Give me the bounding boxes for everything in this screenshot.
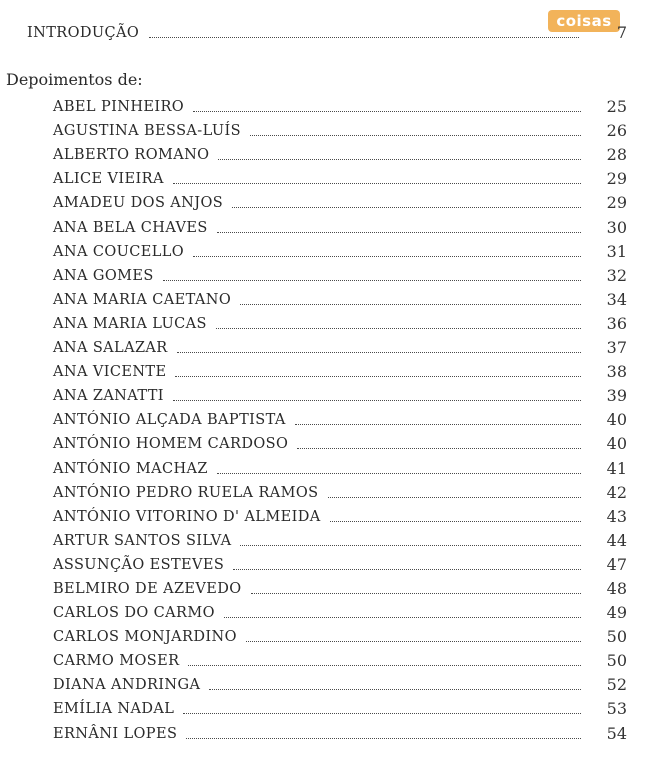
toc-entry[interactable]	[53, 164, 627, 188]
dot-leader	[224, 617, 581, 618]
entry-label: DIANA ANDRINGA	[53, 677, 201, 694]
dot-leader	[233, 569, 581, 570]
entry-label: INTRODUÇÃO	[27, 25, 140, 41]
page-number: 47	[606, 554, 627, 574]
page-number: 37	[606, 338, 627, 358]
toc-entry[interactable]	[53, 453, 627, 477]
toc-entry[interactable]	[53, 694, 627, 718]
page-number: 49	[606, 603, 627, 623]
page-number: 28	[606, 145, 627, 165]
entry-label: ANA ZANATTI	[53, 388, 164, 405]
dot-leader	[186, 738, 581, 739]
dot-leader	[193, 256, 581, 257]
entry-label: ARTUR SANTOS SILVA	[53, 532, 232, 549]
entry-label: ALBERTO ROMANO	[53, 147, 210, 164]
dot-leader	[246, 641, 581, 642]
dot-leader	[328, 497, 582, 498]
toc-entry[interactable]	[53, 357, 627, 381]
page-number: 29	[606, 193, 627, 213]
dot-leader	[295, 424, 581, 425]
page-number: 48	[606, 578, 627, 598]
toc-entry[interactable]	[53, 405, 627, 429]
section-title: Depoimentos de:	[6, 70, 143, 89]
dot-leader	[173, 400, 581, 401]
entry-label: ANA GOMES	[53, 267, 154, 284]
toc-entry[interactable]	[53, 116, 627, 140]
dot-leader	[183, 713, 581, 714]
entry-label: ANTÓNIO HOMEM CARDOSO	[53, 436, 289, 453]
toc-entry[interactable]	[53, 718, 627, 742]
toc-entry[interactable]	[53, 333, 627, 357]
dot-leader	[217, 232, 581, 233]
entry-label: ANTÓNIO MACHAZ	[53, 460, 208, 477]
dot-leader	[163, 280, 581, 281]
page-number: 39	[606, 386, 627, 406]
entry-label: ANA BELA CHAVES	[53, 219, 208, 236]
page-number: 38	[606, 362, 627, 382]
page-number: 44	[606, 530, 627, 550]
page-number: 34	[606, 289, 627, 309]
entry-label: ERNÂNI LOPES	[53, 725, 178, 742]
dot-leader	[177, 352, 581, 353]
page-number: 30	[606, 217, 627, 237]
toc-entry[interactable]	[53, 478, 627, 502]
dot-leader	[216, 328, 581, 329]
page-number: 54	[606, 723, 627, 743]
entry-label: EMÍLIA NADAL	[53, 701, 175, 718]
page-number: 50	[606, 651, 627, 671]
toc-entry[interactable]	[53, 92, 627, 116]
page-number: 41	[606, 458, 627, 478]
entry-label: ASSUNÇÃO ESTEVES	[53, 556, 225, 573]
dot-leader	[209, 689, 581, 690]
entry-label: CARLOS DO CARMO	[53, 605, 215, 622]
dot-leader	[330, 521, 581, 522]
toc-entry[interactable]	[53, 381, 627, 405]
toc-entry[interactable]	[53, 598, 627, 622]
toc-entry[interactable]	[53, 502, 627, 526]
dot-leader	[188, 665, 581, 666]
page-number: 25	[606, 97, 627, 117]
entry-label: ANTÓNIO VITORINO D' ALMEIDA	[53, 508, 321, 525]
toc-entry[interactable]	[53, 526, 627, 550]
toc-entry[interactable]	[53, 140, 627, 164]
toc-entry[interactable]	[53, 212, 627, 236]
entry-label: AMADEU DOS ANJOS	[53, 195, 224, 212]
toc-entry[interactable]	[53, 670, 627, 694]
toc-entry[interactable]	[53, 622, 627, 646]
entry-label: ANA MARIA LUCAS	[53, 315, 207, 332]
toc-entry[interactable]	[53, 261, 627, 285]
toc-entry[interactable]	[53, 309, 627, 333]
entry-label: ANTÓNIO PEDRO RUELA RAMOS	[53, 484, 319, 501]
dot-leader	[193, 111, 581, 112]
dot-leader	[251, 593, 581, 594]
entry-label: ANA COUCELLO	[53, 243, 185, 260]
toc-list	[53, 92, 627, 743]
page-number: 40	[606, 410, 627, 430]
page-number: 53	[606, 699, 627, 719]
entry-label: BELMIRO DE AZEVEDO	[53, 580, 242, 597]
dot-leader	[217, 473, 581, 474]
toc-entry[interactable]	[53, 188, 627, 212]
entry-label: ANTÓNIO ALÇADA BAPTISTA	[53, 412, 286, 429]
entry-label: ANA VICENTE	[53, 364, 167, 381]
page-number: 29	[606, 169, 627, 189]
page-number: 26	[606, 121, 627, 141]
entry-label: ANA SALAZAR	[53, 340, 168, 357]
dot-leader	[240, 304, 581, 305]
page-number: 31	[606, 241, 627, 261]
toc-entry-introducao[interactable]	[27, 18, 627, 42]
toc-entry[interactable]	[53, 237, 627, 261]
page-number: 32	[606, 265, 627, 285]
entry-label: ALICE VIEIRA	[53, 171, 164, 188]
page-number: 50	[606, 627, 627, 647]
toc-entry[interactable]	[53, 550, 627, 574]
dot-leader	[297, 448, 581, 449]
dot-leader	[240, 545, 581, 546]
entry-label: AGUSTINA BESSA-LUÍS	[53, 123, 241, 140]
entry-label: CARMO MOSER	[53, 653, 180, 670]
toc-entry[interactable]	[53, 646, 627, 670]
page-number: 40	[606, 434, 627, 454]
toc-entry[interactable]	[53, 574, 627, 598]
dot-leader	[173, 183, 581, 184]
page-number: 52	[606, 675, 627, 695]
entry-label: ANA MARIA CAETANO	[53, 291, 232, 308]
entry-label: ABEL PINHEIRO	[53, 99, 185, 116]
entry-label: CARLOS MONJARDINO	[53, 629, 237, 646]
page-number: 42	[606, 482, 627, 502]
toc-entry[interactable]	[53, 285, 627, 309]
watermark-logo: coisas	[548, 10, 620, 32]
page-number: 36	[606, 313, 627, 333]
dot-leader	[218, 159, 581, 160]
toc-entry[interactable]	[53, 429, 627, 453]
dot-leader	[250, 135, 581, 136]
page-number: 7	[616, 23, 627, 42]
dot-leader	[149, 37, 579, 38]
dot-leader	[232, 207, 581, 208]
dot-leader	[175, 376, 581, 377]
page-number: 43	[606, 506, 627, 526]
